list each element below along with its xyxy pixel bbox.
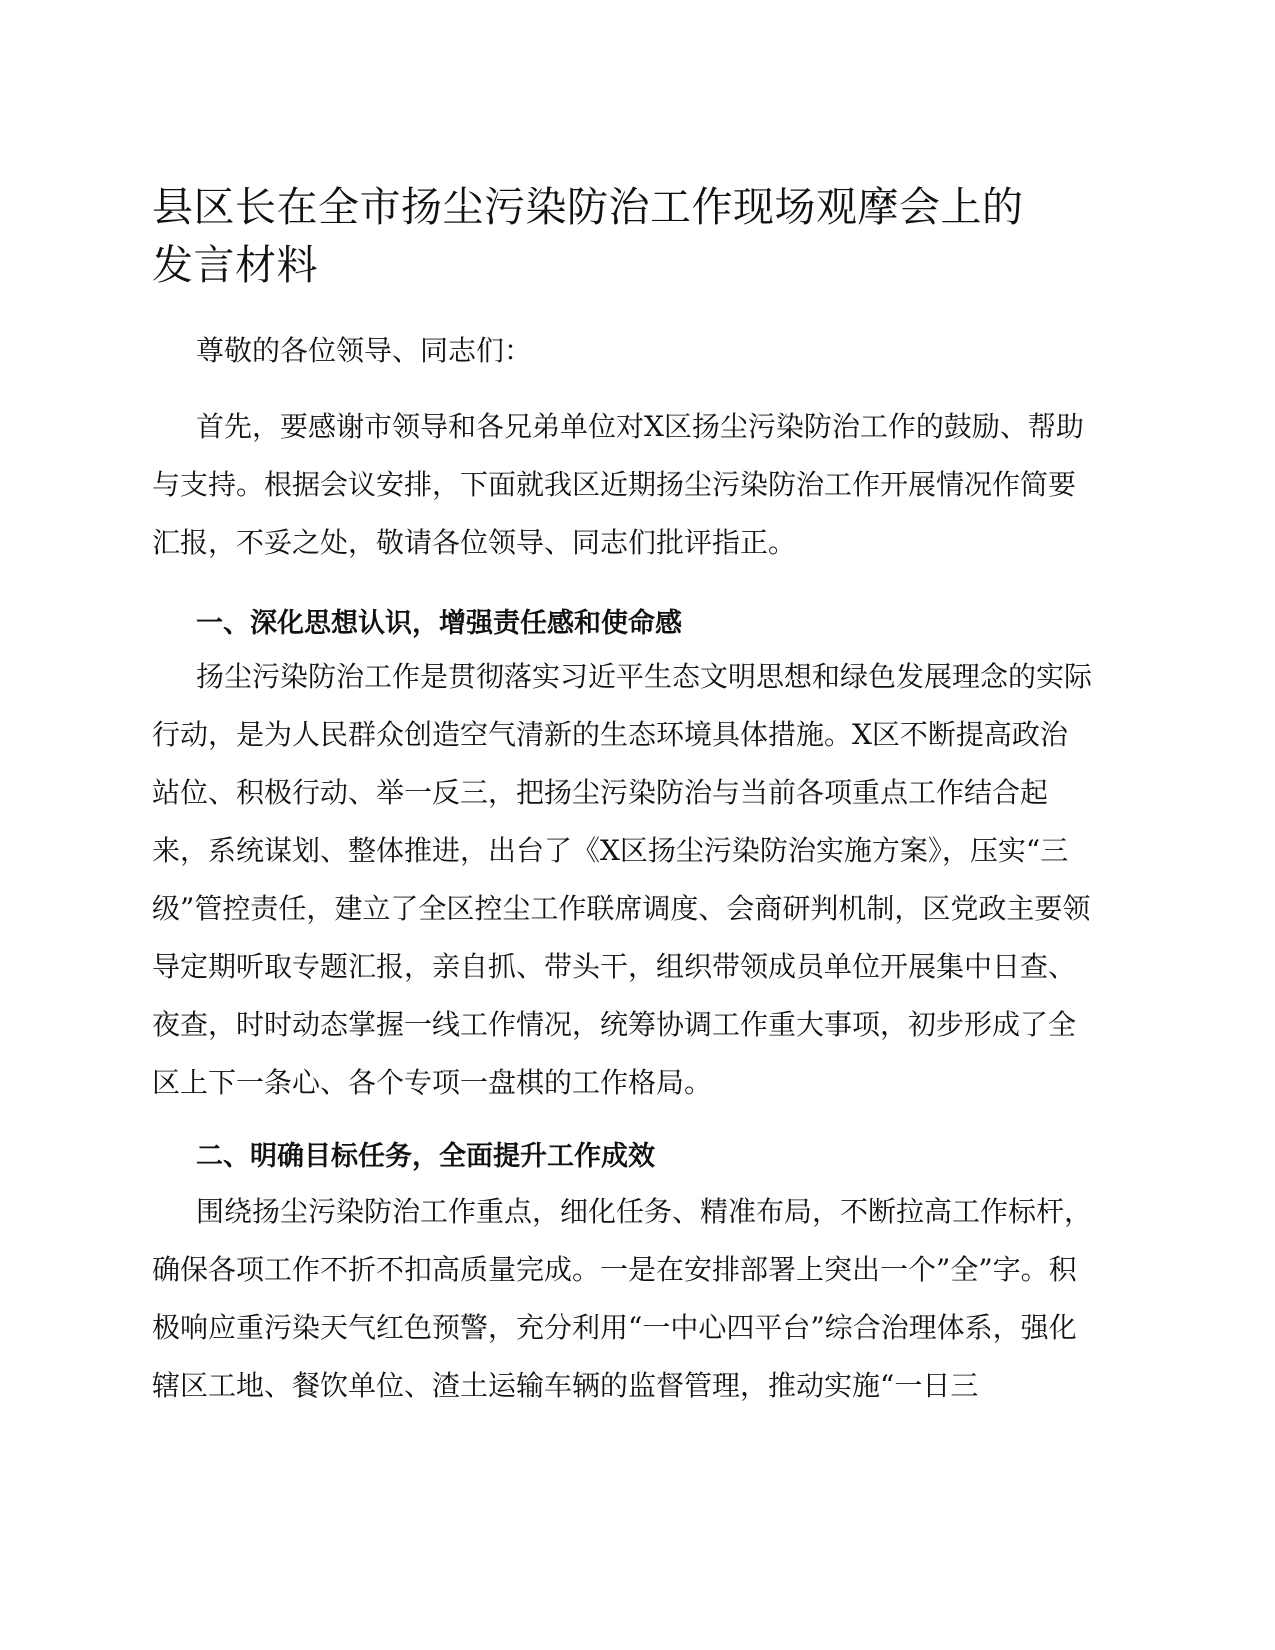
section-2-paragraph: 围绕扬尘污染防治工作重点，细化任务、精准布局，不断拉高工作标杆，确保各项工作不折不扣高质量完成。一是在安排部署上突出一个”全”字。积极响应重污染天气红色预警，充分利用“一中心四平台”综合治理体系，强化辖区工地、餐饮单位、渣土运输车辆的监督管理，推动实施“一日三 (152, 1195, 1093, 1402)
greeting: 尊敬的各位领导、同志们： (196, 334, 533, 367)
section-heading-2: 二、明确目标任务，全面提升工作成效 (196, 1141, 655, 1172)
document-title: 县区长在全市扬尘污染防治工作现场观摩会上的发言材料 (152, 183, 1024, 289)
section-heading-1: 一、深化思想认识，增强责任感和使命感 (196, 608, 682, 639)
intro-paragraph: 首先，要感谢市领导和各兄弟单位对X区扬尘污染防治工作的鼓励、帮助与支持。根据会议安排，下面就我区近期扬尘污染防治工作开展情况作简要汇报，不妥之处，敬请各位领导、同志们批评指正。 (152, 410, 1084, 559)
section-1-paragraph: 扬尘污染防治工作是贯彻落实习近平生态文明思想和绿色发展理念的实际行动，是为人民群众创造空气清新的生态环境具体措施。X区不断提高政治站位、积极行动、举一反三，把扬尘污染防治与当前各项重点工作结合起来，系统谋划、整体推进，出台了《X区扬尘污染防治实施方案》，压实“三级”管控责任，建立了全区控尘工作联席调度、会商研判机制，区党政主要领导定期听取专题汇报，亲自抓、带头干，组织带领成员单位开展集中日查、夜查，时时动态掌握一线工作情况，统筹协调工作重大事项，初步形成了全区上下一条心、各个专项一盘棋的工作格局。 (152, 660, 1093, 1099)
